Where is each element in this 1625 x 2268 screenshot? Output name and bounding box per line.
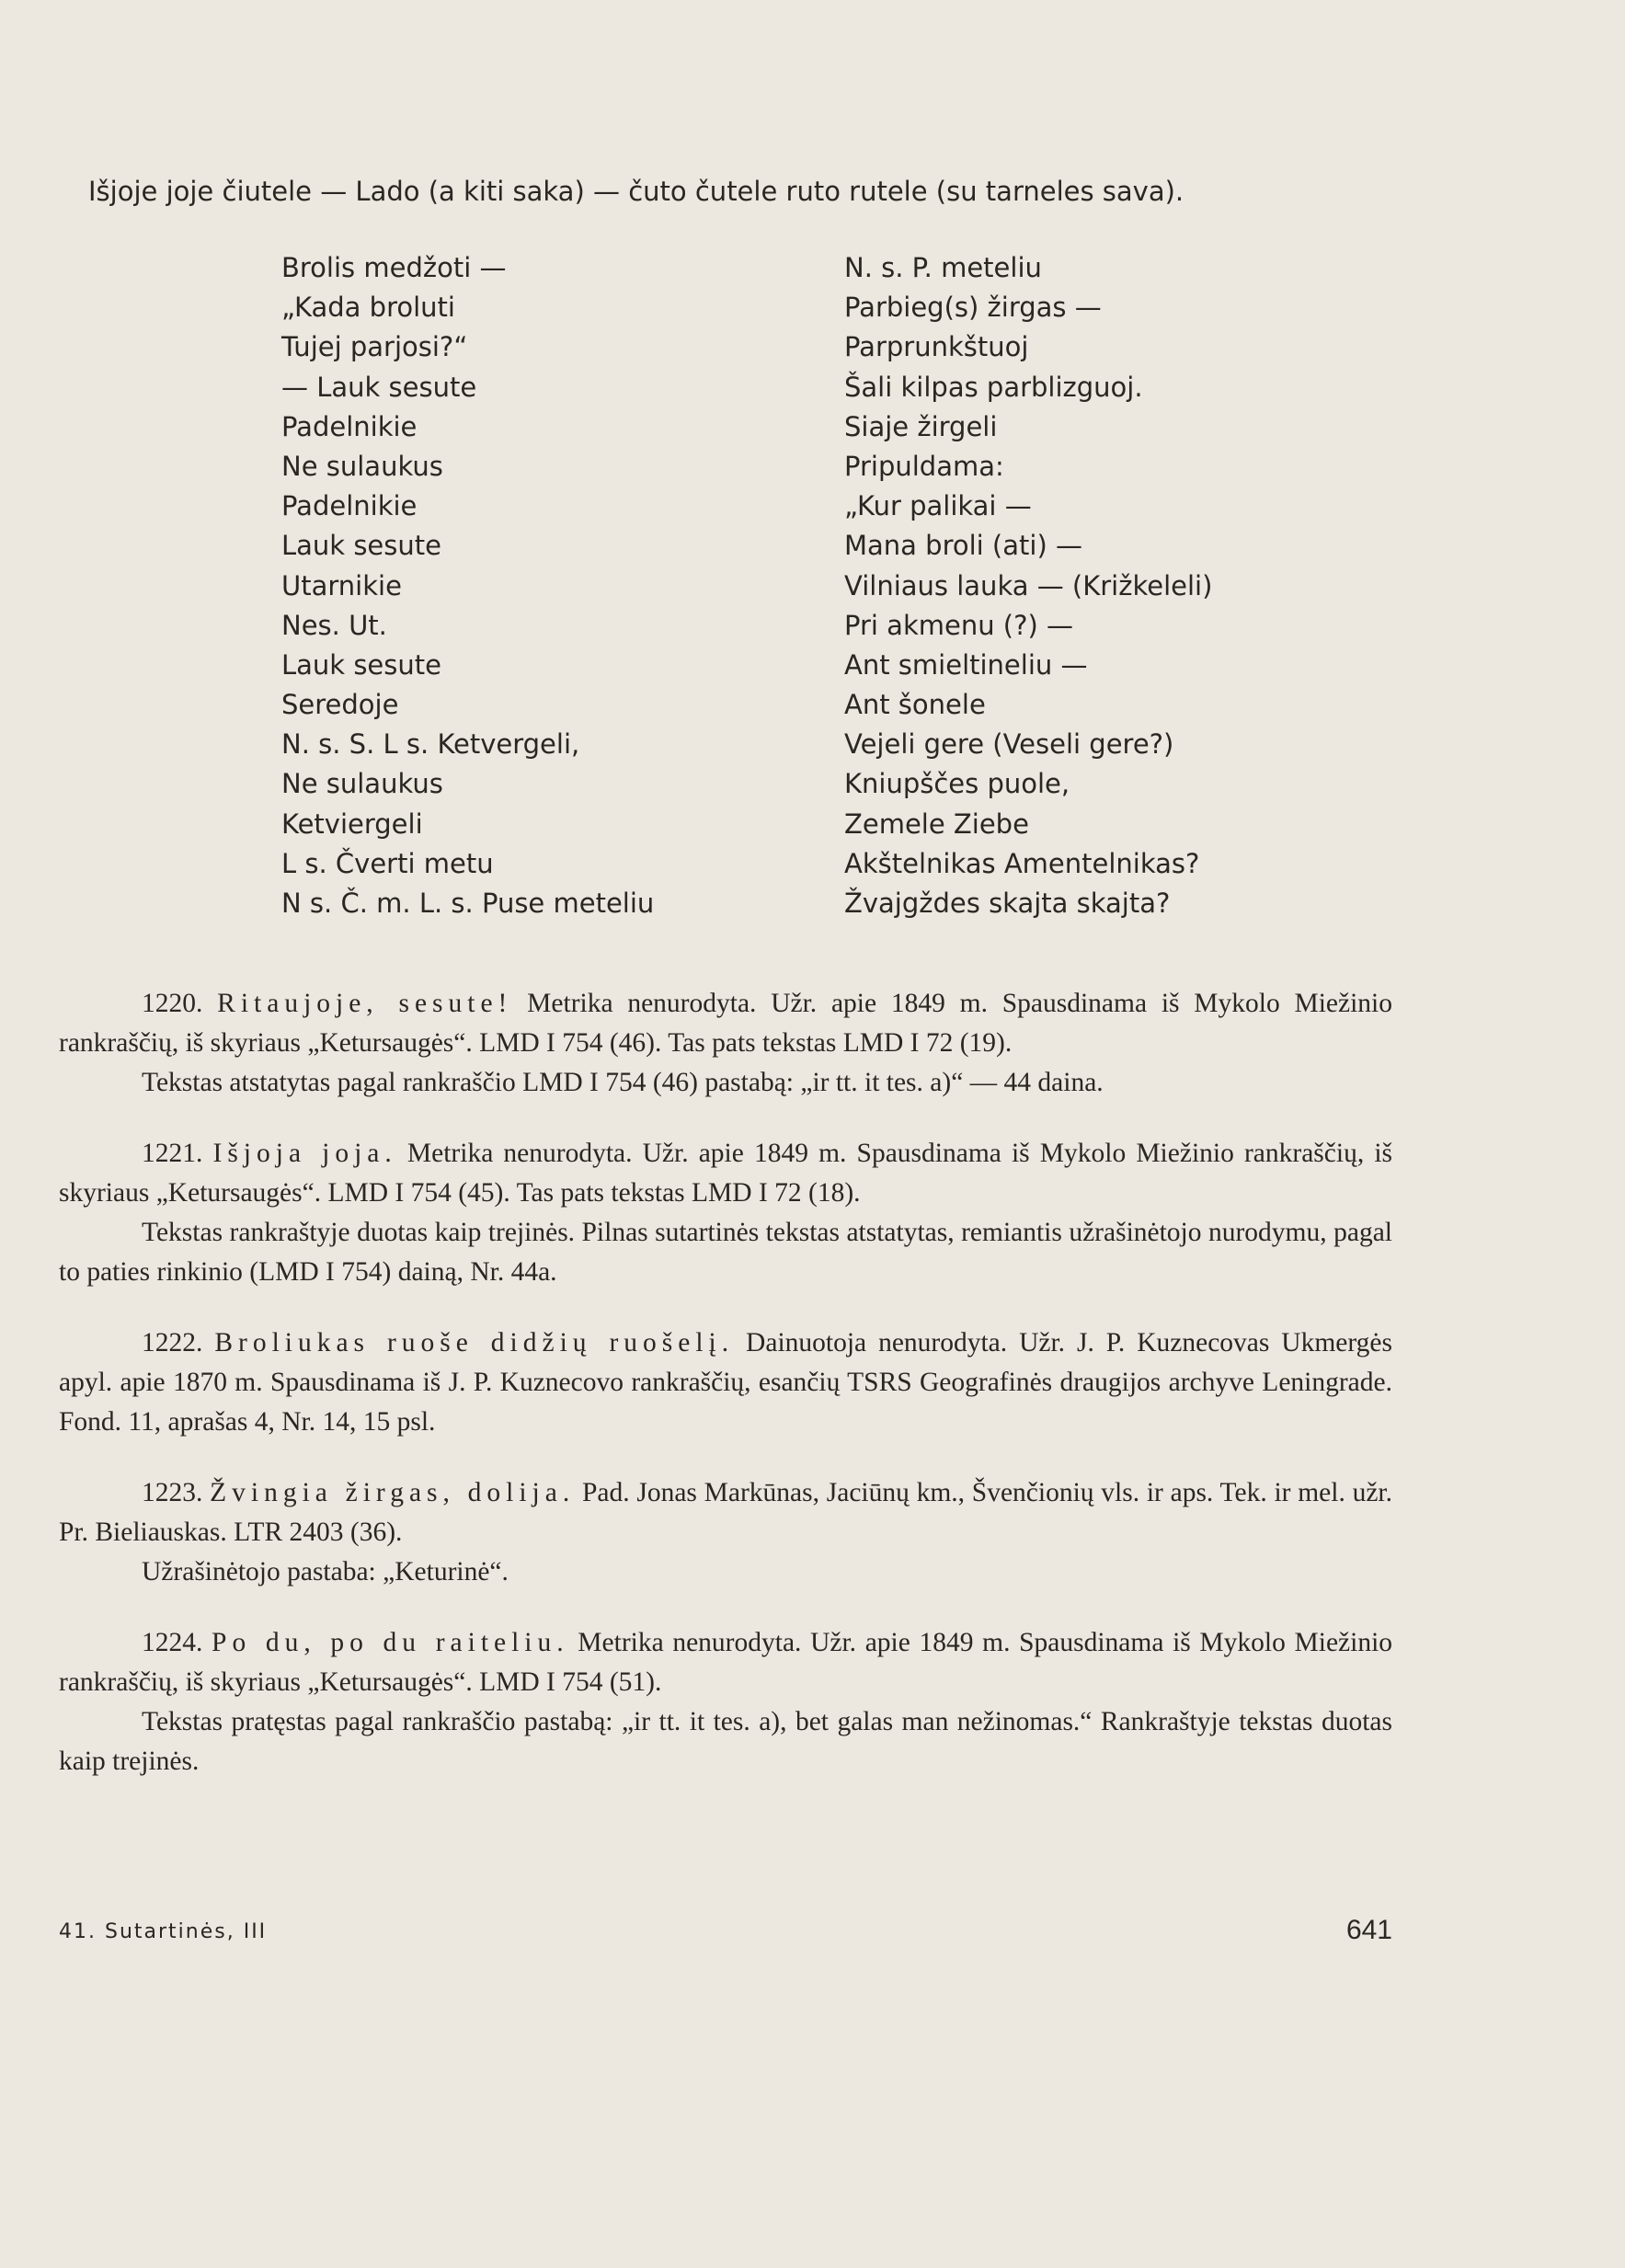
note-remark: Užrašinėtojo pastaba: „Keturinė“. [142,1557,509,1586]
page-footer [59,1915,1392,1957]
note-paragraph [59,984,1392,1063]
note-number: 1223. [142,1478,203,1507]
verse-line: Lauk sesute [281,648,441,681]
note-paragraph [59,1623,1392,1702]
note-title: Po du, po du raiteliu. [212,1628,569,1657]
note-entry [59,1623,1392,1781]
verse-line: L s. Čverti metu [281,847,494,879]
note-text: Pad. Jonas Markūnas, Jaciūnų km., Švenčionių vls. ir aps. Tek. ir mel. užr. Pr. Bieliauskas. LTR 2403 (36). [59,1478,1392,1547]
note-title: Ritaujoje, sesute! [217,989,513,1018]
commentary-notes [59,984,1392,1813]
verse-line: Vejeli gere (Veseli gere?) [844,728,1174,761]
verse-line: Seredoje [281,689,399,721]
note-title: Išjoja joja. [212,1139,397,1168]
note-number: 1222. [142,1328,203,1357]
note-text: Metrika nenurodyta. Užr. apie 1849 m. Spausdinama iš Mykolo Miežinio rankraščių, iš skyriaus „Ketursaugės“. LMD I 754 (46). Tas pats tekstas LMD I 72 (19). [59,989,1392,1058]
verse-line: Brolis medžoti — [281,252,507,283]
verse-line: Pri akmenu (?) — [844,609,1074,641]
note-remark: Tekstas atstatytas pagal rankraščio LMD I 754 (46) pastabą: „ir tt. it tes. a)“ — 44 daina. [142,1068,1104,1097]
verse-line: Siaje žirgeli [844,410,998,442]
verse-line: Padelnikie [281,410,418,442]
note-number: 1221. [142,1139,203,1168]
verse-line: Šali kilpas parblizguoj. [844,371,1143,403]
verse-line: Ne sulaukus [281,450,443,482]
note-text: Metrika nenurodyta. Užr. apie 1849 m. Spausdinama iš Mykolo Miežinio rankraščių, iš skyriaus „Ketursaugės“. LMD I 754 (45). Tas pats tekstas LMD I 72 (18). [59,1139,1392,1208]
verse-column-left [281,248,796,923]
verse-line: — Lauk sesute [281,371,477,403]
note-remark: Tekstas pratęstas pagal rankraščio pastabą: „ir tt. it tes. a), bet galas man nežinomas.“ Rankraštyje tekstas duotas kaip trejinės. [59,1707,1392,1776]
verse-line: Žvajgždes skajta skajta? [844,888,1171,919]
verse-line: Mana broli (ati) — [844,530,1082,562]
verse-line: Utarnikie [281,569,402,601]
note-remark: Tekstas rankraštyje duotas kaip trejinės. Pilnas sutartinės tekstas atstatytas, remiantis užrašinėtojo nurodymu, pagal to paties rinkinio (LMD I 754) dainą, Nr. 44a. [59,1218,1392,1287]
note-text: Metrika nenurodyta. Užr. apie 1849 m. Spausdinama iš Mykolo Miežinio rankraščių, iš skyriaus „Ketursaugės“. LMD I 754 (51). [59,1628,1393,1697]
verse-line: Ant smieltineliu — [844,648,1088,681]
verse-line: Tujej parjosi?“ [281,331,468,363]
verse-column-right [844,248,1396,923]
note-number: 1220. [142,989,203,1018]
verse-line: „Kur palikai — [844,490,1032,522]
verse-line: Zemele Ziebe [844,808,1029,840]
verse-line: Nes. Ut. [281,609,387,641]
verse-line: Kniupščes puole, [844,768,1070,800]
verse-line: Ant šonele [844,689,986,721]
printer-signature: 41. Sutartinės, III [59,1920,268,1943]
note-entry [59,1473,1392,1592]
verse-line: N s. Č. m. L. s. Puse meteliu [281,888,655,919]
intro-line: Išjoje joje čiutele — Lado (a kiti saka) — čuto čutele ruto rutele (su tarneles sava). [88,176,1184,207]
verse-line: Vilniaus lauka — (Križkeleli) [844,569,1213,601]
note-text: Dainuotoja nenurodyta. Užr. J. P. Kuznecovas Ukmergės apyl. apie 1870 m. Spausdinama iš J. P. Kuznecovo rankraščių, esančių TSRS Geografinės draugijos archyve Leningrade. Fond. 11, aprašas 4, Nr. 14, 15 psl. [59,1328,1393,1437]
note-entry [59,1134,1392,1292]
verse-line: Lauk sesute [281,530,441,562]
note-title: Broliukas ruoše didžių ruošelį. [214,1328,735,1357]
verse-line: Parprunkštuoj [844,331,1029,363]
note-paragraph [59,1323,1392,1442]
note-entry [59,1323,1392,1442]
verse-line: N. s. S. L s. Ketvergeli, [281,728,580,761]
verse-line: „Kada broluti [281,292,455,324]
verse-line: Padelnikie [281,490,418,522]
note-number: 1224. [142,1628,203,1657]
page-number: 641 [1345,1915,1392,1945]
verse-line: Akštelnikas Amentelnikas? [844,847,1200,879]
verse-line: N. s. P. meteliu [844,252,1042,283]
verse-line: Parbieg(s) žirgas — [844,292,1102,324]
note-paragraph [59,1473,1392,1552]
note-paragraph [59,1134,1392,1213]
verse-line: Ketviergeli [281,808,423,840]
note-entry [59,984,1392,1103]
verse-line: Ne sulaukus [281,768,443,800]
note-title: Žvingia žirgas, dolija. [210,1478,576,1507]
verse-line: Pripuldama: [844,450,1004,482]
